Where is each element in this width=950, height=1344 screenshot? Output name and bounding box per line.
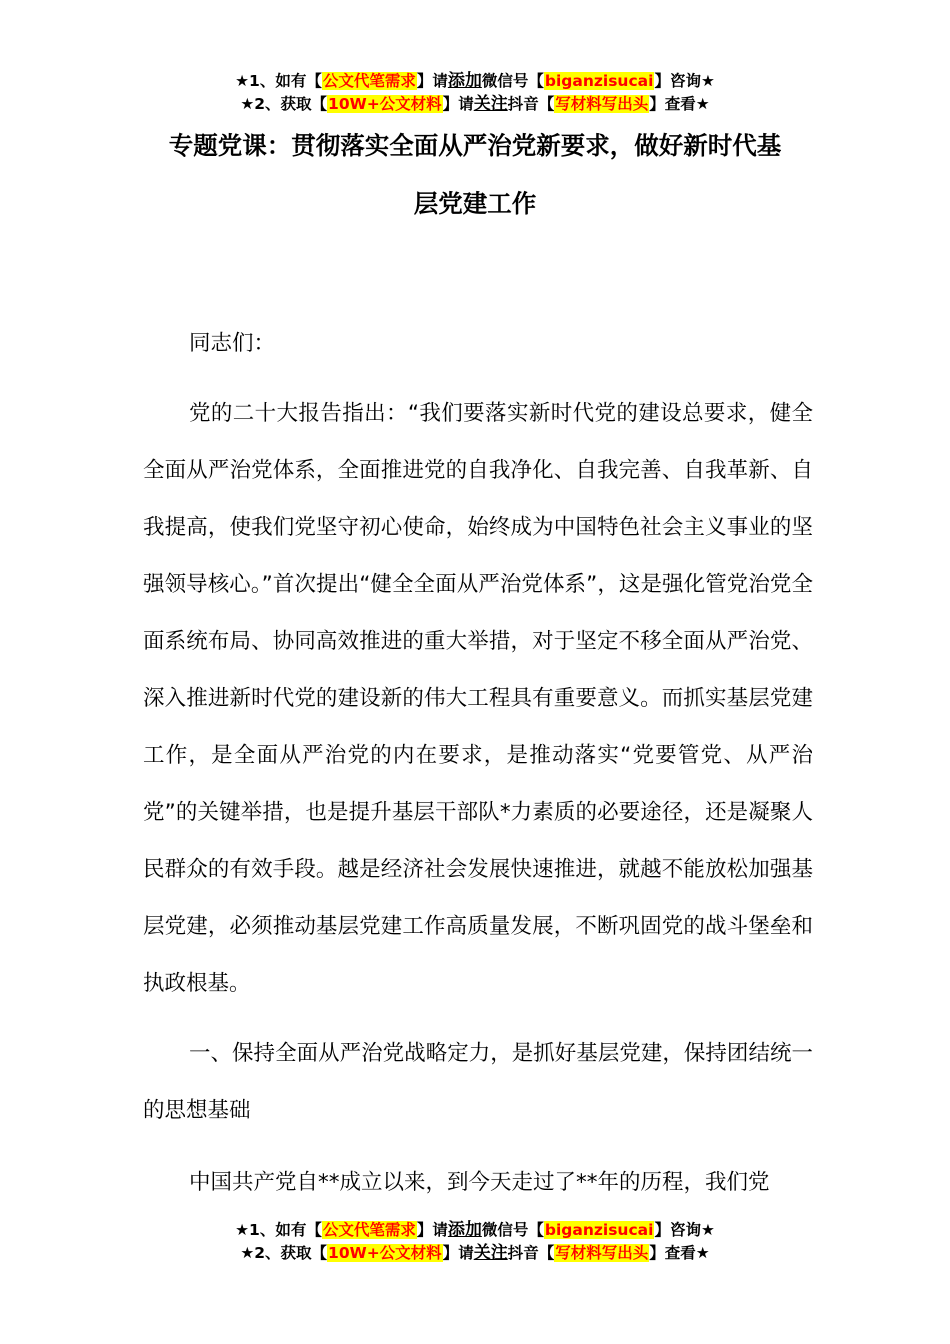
promo-line-1 xyxy=(0,70,950,93)
footer-highlight-materials: 10W+公文材料 xyxy=(328,1244,442,1262)
promo-highlight-materials: 10W+公文材料 xyxy=(328,95,442,113)
promo-line-2-mid: 】请 xyxy=(442,95,474,113)
section-heading-block xyxy=(143,1025,813,1139)
paragraph-history-block xyxy=(143,1154,813,1211)
footer-line-1-suffix: 】咨询★ xyxy=(654,1221,715,1239)
promo-line-2-prefix: ★2、获取【 xyxy=(240,95,328,113)
footer-line-2-mid: 】请 xyxy=(442,1244,474,1262)
promo-emphasis-add: 添加 xyxy=(447,71,482,91)
footer-highlight-douyin-account: 写材料写出头 xyxy=(555,1244,649,1262)
footer-line-2-prefix: ★2、获取【 xyxy=(240,1244,328,1262)
footer-line-2-suffix: 】查看★ xyxy=(649,1244,710,1262)
promo-highlight-ghostwriting: 公文代笔需求 xyxy=(322,72,416,90)
footer-line-2-mid2: 抖音【 xyxy=(507,1244,555,1262)
greeting: 同志们： xyxy=(189,331,276,356)
footer-promo-line-1 xyxy=(0,1219,950,1242)
paragraph-history: 中国共产党自**成立以来，到今天走过了**年的历程，我们党 xyxy=(189,1170,770,1195)
promo-line-2-mid2: 抖音【 xyxy=(507,95,555,113)
promo-line-1-prefix: ★1、如有【 xyxy=(235,72,322,90)
greeting-block xyxy=(143,315,813,372)
footer-emphasis-add: 添加 xyxy=(447,1220,482,1240)
promo-line-1-suffix: 】咨询★ xyxy=(654,72,715,90)
footer-emphasis-follow: 关注 xyxy=(473,1243,508,1263)
footer-line-1-mid: 】请 xyxy=(416,1221,448,1239)
paragraph-intro-block xyxy=(143,385,813,1012)
footer-line-1-mid2: 微信号【 xyxy=(481,1221,544,1239)
document-title-line-2: 层党建工作 xyxy=(413,189,537,218)
footer-highlight-ghostwriting: 公文代笔需求 xyxy=(322,1221,416,1239)
footer-promo xyxy=(0,1219,950,1265)
promo-line-2-suffix: 】查看★ xyxy=(649,95,710,113)
paragraph-intro: 党的二十大报告指出：“我们要落实新时代党的建设总要求，健全全面从严治党体系，全面推进党的自我净化、自我完善、自我革新、自我提高，使我们党坚守初心使命，始终成为中国特色社会主义事业的坚强领导核心。”首次提出“健全全面从严治党体系”，这是强化管党治党全面系统布局、协同高效推进的重大举措，对于坚定不移全面从严治党、深入推进新时代党的建设新的伟大工程具有重要意义。而抓实基层党建工作，是全面从严治党的内在要求，是推动落实“党要管党、从严治党”的关键举措，也是提升基层干部队*力素质的必要途径，还是凝聚人民群众的有效手段。越是经济社会发展快速推进，就越不能放松加强基层党建，必须推动基层党建工作高质量发展，不断巩固党的战斗堡垒和执政根基。 xyxy=(143,401,813,996)
document-title-line-1: 专题党课：贯彻落实全面从严治党新要求，做好新时代基 xyxy=(168,131,782,160)
promo-line-1-mid: 】请 xyxy=(416,72,448,90)
section-heading-1: 一、保持全面从严治党战略定力，是抓好基层党建，保持团结统一的思想基础 xyxy=(143,1041,813,1123)
header-promo xyxy=(0,70,950,116)
footer-line-1-prefix: ★1、如有【 xyxy=(235,1221,322,1239)
promo-highlight-douyin-account: 写材料写出头 xyxy=(555,95,649,113)
promo-highlight-wechat-id: biganzisucai xyxy=(544,72,654,90)
document-title xyxy=(110,117,840,233)
promo-line-1-mid2: 微信号【 xyxy=(481,72,544,90)
footer-highlight-wechat-id: biganzisucai xyxy=(544,1221,654,1239)
footer-promo-line-2 xyxy=(0,1242,950,1265)
promo-line-2 xyxy=(0,93,950,116)
promo-emphasis-follow: 关注 xyxy=(473,94,508,114)
